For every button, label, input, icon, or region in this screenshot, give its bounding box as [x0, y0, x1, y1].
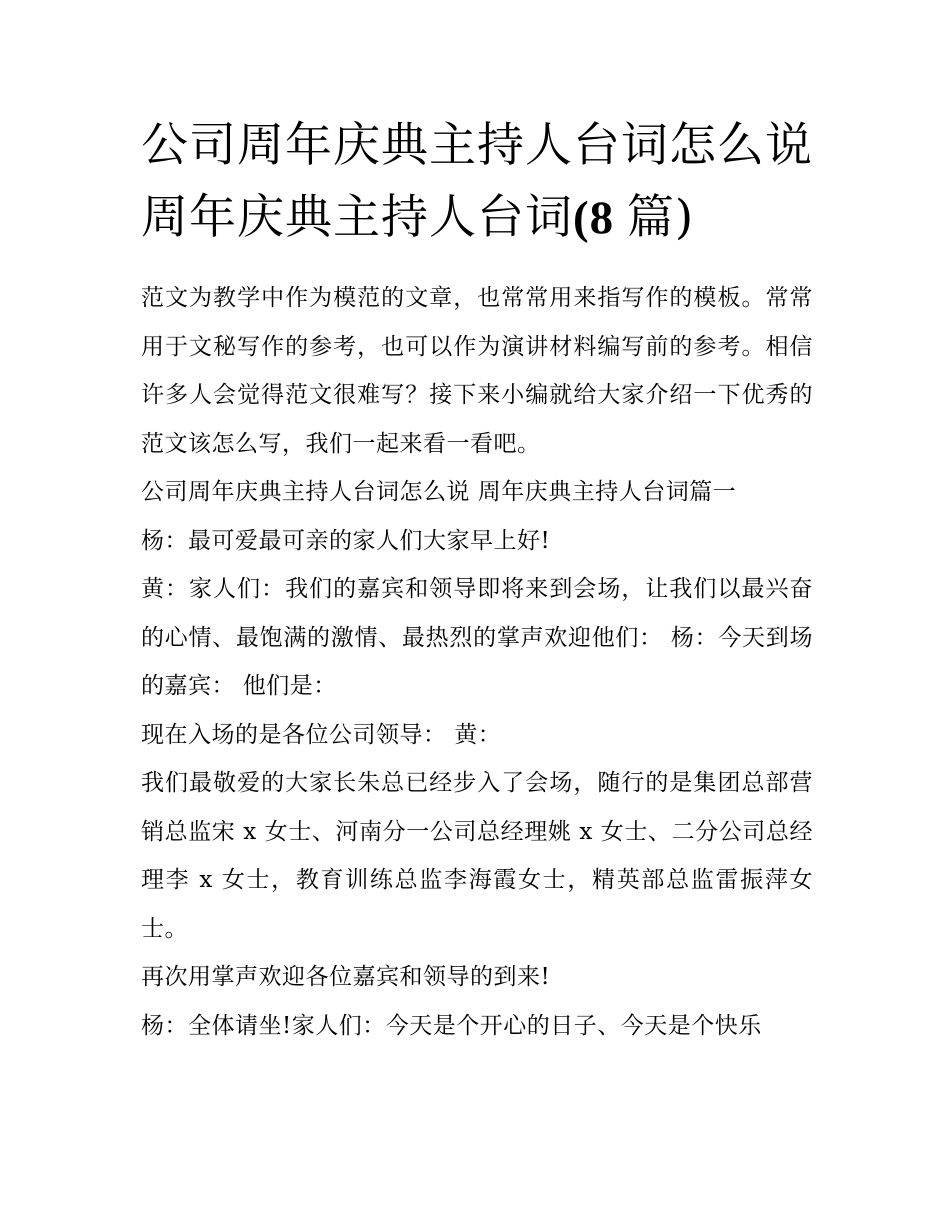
title-count: (8 — [573, 192, 627, 244]
document-page — [141, 110, 813, 1050]
document-title — [141, 110, 813, 254]
dialogue-line: 现在入场的是各位公司领导： 黄： — [141, 721, 502, 748]
dialogue-line: 杨：全体请坐!家人们：今天是个开心的日子、今天是个快乐 — [141, 1012, 762, 1039]
dialogue-line: 再次用掌声欢迎各位嘉宾和领导的到来! — [141, 964, 551, 990]
title-suffix: 篇) — [626, 190, 695, 245]
dialogue-line: 黄：家人们：我们的嘉宾和领导即将来到会场，让我们以最兴奋的心情、最饱满的激情、最热烈的掌声欢迎他们： 杨：今天到场的嘉宾： 他们是： — [141, 576, 813, 699]
intro-paragraph: 范文为教学中作为模范的文章，也常常用来指写作的模板。常常用于文秘写作的参考，也可以作为演讲材料编写前的参考。相信许多人会觉得范文很难写？接下来小编就给大家介绍一下优秀的范文该怎么写，我们一起来看一看吧。 — [141, 285, 813, 457]
dialogue-line: 我们最敬爱的大家长朱总已经步入了会场，随行的是集团总部营销总监宋 x 女士、河南分一公司总经理姚 x 女士、二分公司总经理李 x 女士，教育训练总监李海霞女士，精英部总监雷振萍女士。 — [141, 770, 813, 942]
dialogue-line: 杨：最可爱最可亲的家人们大家早上好! — [141, 527, 551, 554]
section-heading: 公司周年庆典主持人台词怎么说 周年庆典主持人台词篇一 — [141, 479, 737, 505]
title-text: 公司周年庆典主持人台词怎么说 周年庆典主持人台词 — [141, 118, 813, 245]
